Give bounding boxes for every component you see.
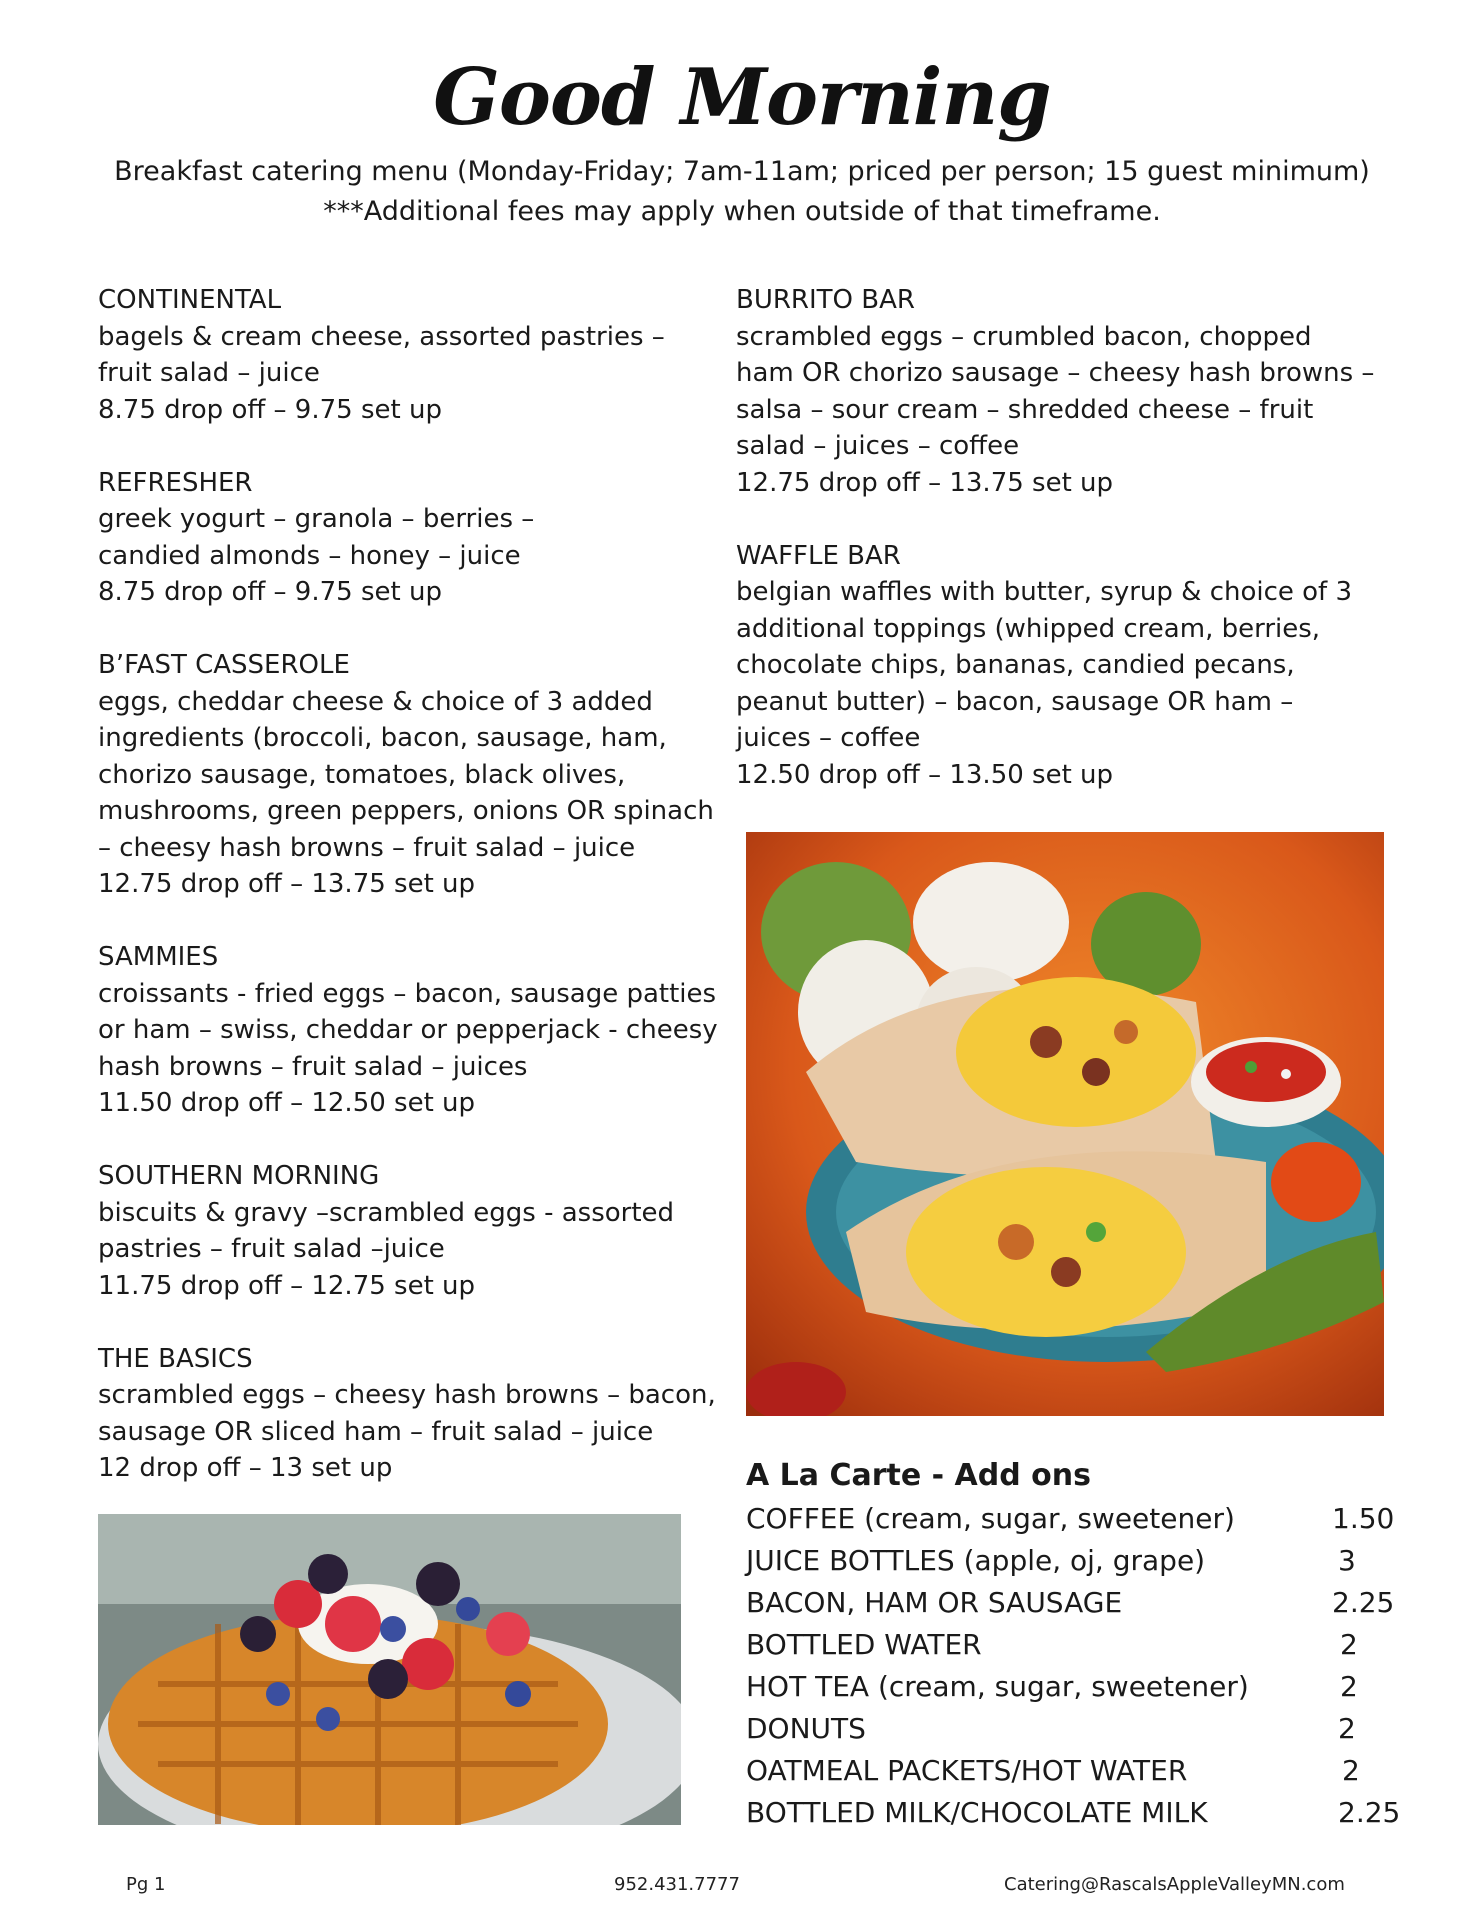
left-menu-column: [98, 282, 718, 1523]
section-name: SOUTHERN MORNING: [98, 1161, 380, 1191]
a-la-carte-item: BOTTLED WATER: [746, 1628, 982, 1661]
section-items: croissants - fried eggs – bacon, sausage patties or ham – swiss, cheddar or pepperjack - cheesy hash browns – fruit salad – juices: [98, 978, 718, 1082]
section-name: WAFFLE BAR: [736, 540, 901, 571]
section-price: 8.75 drop off – 9.75 set up: [98, 577, 442, 607]
section-items: biscuits & gravy –scrambled eggs - assorted pastries – fruit salad –juice: [98, 1197, 675, 1264]
subtitle-line-2: ***Additional fees may apply when outside of that timeframe.: [323, 196, 1161, 227]
a-la-carte-price: 2: [1340, 1628, 1358, 1661]
menu-section-refresher: [98, 465, 718, 611]
section-price: 12.50 drop off – 13.50 set up: [736, 759, 1114, 790]
burrito-illustration: [746, 832, 1384, 1416]
a-la-carte-row: [746, 1498, 1406, 1540]
section-items: greek yogurt – granola – berries – candied almonds – honey – juice: [98, 504, 535, 571]
menu-section-continental: [98, 282, 718, 428]
menu-section-southern-morning: [98, 1158, 718, 1304]
menu-section-sammies: [98, 939, 718, 1122]
a-la-carte-price: 3: [1338, 1544, 1356, 1577]
menu-section-bfast-casserole: [98, 647, 718, 903]
a-la-carte-row: [746, 1750, 1406, 1792]
a-la-carte-item: JUICE BOTTLES (apple, oj, grape): [746, 1544, 1206, 1577]
a-la-carte-title: A La Carte - Add ons: [746, 1458, 1091, 1493]
a-la-carte-price: 2.25: [1338, 1796, 1401, 1829]
burrito-photo: [746, 832, 1384, 1416]
section-name: THE BASICS: [98, 1343, 253, 1374]
menu-section-the-basics: [98, 1341, 718, 1487]
a-la-carte-price: 2: [1342, 1754, 1360, 1787]
section-name: REFRESHER: [98, 467, 253, 498]
waffle-photo: [98, 1514, 681, 1825]
a-la-carte-price: 1.50: [1332, 1502, 1395, 1535]
a-la-carte-item: HOT TEA (cream, sugar, sweetener): [746, 1670, 1249, 1703]
section-items: scrambled eggs – crumbled bacon, chopped ham OR chorizo sausage – cheesy hash browns – salsa – sour cream – shredded cheese – fruit salad – juices – coffee: [736, 321, 1375, 461]
menu-section-burrito-bar: [736, 282, 1376, 501]
section-price: 12.75 drop off – 13.75 set up: [98, 869, 476, 899]
a-la-carte-item: DONUTS: [746, 1712, 866, 1745]
section-price: 11.50 drop off – 12.50 set up: [98, 1088, 476, 1118]
a-la-carte-row: [746, 1624, 1406, 1666]
a-la-carte-item: BACON, HAM OR SAUSAGE: [746, 1586, 1123, 1619]
section-price: 12.75 drop off – 13.75 set up: [736, 467, 1114, 498]
section-items: scrambled eggs – cheesy hash browns – bacon, sausage OR sliced ham – fruit salad – juice: [98, 1380, 716, 1447]
a-la-carte-price: 2: [1340, 1670, 1358, 1703]
a-la-carte-row: [746, 1708, 1406, 1750]
section-name: BURRITO BAR: [736, 285, 915, 315]
footer-email: Catering@RascalsAppleValleyMN.com: [1004, 1874, 1345, 1895]
footer-page-number: Pg 1: [126, 1874, 166, 1895]
a-la-carte-item: OATMEAL PACKETS/HOT WATER: [746, 1754, 1188, 1787]
subtitle-line-1: Breakfast catering menu (Monday-Friday; 7am-11am; priced per person; 15 guest minimum): [114, 156, 1370, 187]
section-name: CONTINENTAL: [98, 285, 282, 315]
section-name: SAMMIES: [98, 942, 219, 972]
a-la-carte-item: BOTTLED MILK/CHOCOLATE MILK: [746, 1796, 1208, 1829]
a-la-carte-price: 2: [1338, 1712, 1356, 1745]
section-name: B’FAST CASSEROLE: [98, 650, 350, 680]
a-la-carte-row: [746, 1540, 1406, 1582]
section-items: eggs, cheddar cheese & choice of 3 added ingredients (broccoli, bacon, sausage, ham, chorizo sausage, tomatoes, black olives, mushrooms, green peppers, onions OR spinach – cheesy hash browns – fruit salad – juice: [98, 686, 714, 863]
section-items: belgian waffles with butter, syrup & choice of 3 additional toppings (whipped cream, berries, chocolate chips, bananas, candied pecans, peanut butter) – bacon, sausage OR ham – juices – coffee: [736, 577, 1353, 753]
a-la-carte-item: COFFEE (cream, sugar, sweetener): [746, 1502, 1235, 1535]
menu-subtitle: [60, 152, 1424, 232]
waffle-illustration: [98, 1514, 681, 1825]
footer-phone: 952.431.7777: [614, 1874, 740, 1895]
section-price: 11.75 drop off – 12.75 set up: [98, 1270, 476, 1301]
menu-section-waffle-bar: [736, 538, 1376, 794]
a-la-carte-row: [746, 1792, 1406, 1834]
right-menu-column: [736, 282, 1376, 830]
section-price: 12 drop off – 13 set up: [98, 1453, 393, 1483]
section-price: 8.75 drop off – 9.75 set up: [98, 394, 442, 425]
a-la-carte-row: [746, 1666, 1406, 1708]
section-items: bagels & cream cheese, assorted pastries – fruit salad – juice: [98, 321, 665, 388]
a-la-carte-row: [746, 1582, 1406, 1624]
page-title: Good Morning: [433, 52, 1051, 143]
a-la-carte-price: 2.25: [1332, 1586, 1395, 1619]
a-la-carte-list: [746, 1456, 1406, 1834]
